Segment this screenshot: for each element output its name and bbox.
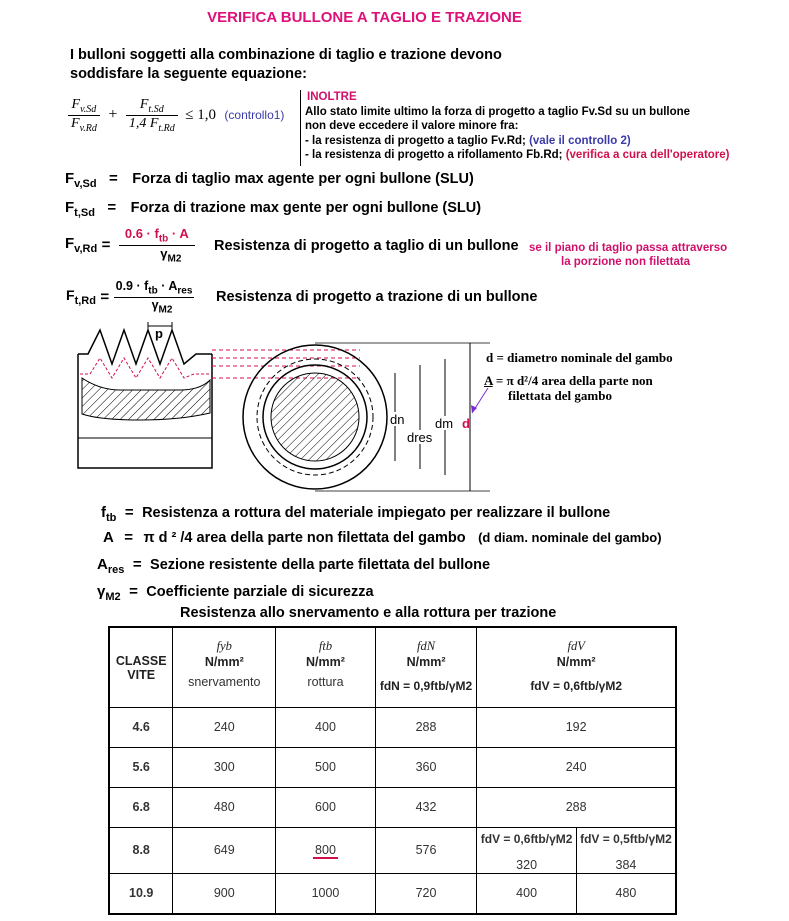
inoltre-line-3: - la resistenza di progetto a taglio Fv.Rd; (vale il controllo 2) (305, 134, 631, 147)
interaction-equation (68, 97, 284, 134)
table-row: 10.9 900 1000 720 400 480 (109, 873, 676, 914)
dn-label: dn (390, 412, 405, 427)
diagram-label-d: d = diametro nominale del gambo (486, 350, 673, 365)
table-caption: Resistenza allo snervamento e alla rottura per trazione (180, 605, 557, 621)
controllo1-note: (controllo1) (224, 108, 285, 123)
plus-sign: + (108, 106, 118, 124)
intro-line-1: I bulloni soggetti alla combinazione di taglio e trazione devono (70, 47, 502, 63)
fvrd-desc: Resistenza di progetto a taglio di un bullone (214, 238, 519, 254)
inoltre-line-1: Allo stato limite ultimo la forza di progetto a taglio Fv.Sd su un bullone (305, 105, 691, 118)
diagram-label-A: A = π d²/4 area della parte non filettata del gambo (484, 373, 653, 403)
table-row: 4.6 240 400 288 192 (109, 707, 676, 747)
inoltre-note (300, 90, 730, 166)
def-ftb: $f_{tb}$ = Resistenza a rottura del materiale impiegato per realizzare il bullone (101, 504, 611, 524)
ftrd-desc: Resistenza di progetto a trazione di un bullone (216, 289, 538, 305)
intro-text (70, 46, 502, 84)
inoltre-line-4: - la resistenza di progetto a rifollamento Fb.Rd; (verifica a cura dell'operatore) (305, 149, 730, 161)
bolt-side-view (78, 322, 212, 468)
page-title: VERIFICA BULLONE A TAGLIO E TRAZIONE (207, 9, 522, 26)
le-one: ≤ 1,0 (185, 106, 216, 123)
fraction-tension: $\frac{F_{t.Sd}}{1,4 F_{t.Rd}}$ (126, 97, 178, 134)
def-A: A = π d ² /4 area della parte non filettata del gambo (d diam. nominale del gambo) (103, 529, 662, 546)
header-fdv: fdV N/mm² fdV = 0,6ftb/γM2 (477, 627, 676, 707)
table-row: 6.8 480 600 432 288 (109, 787, 676, 827)
def-ftsd: $F_{t,Sd}$ = Forza di trazione max gente per ogni bullone (SLU) (65, 199, 482, 219)
def-Ares: $A_{res}$ = Sezione resistente della parte filettata del bullone (97, 556, 491, 576)
inoltre-heading: INOLTRE (307, 91, 357, 103)
header-fdn: fdN N/mm² fdN = 0,9ftb/γM2 (375, 627, 477, 707)
table-row: 5.6 300 500 360 240 (109, 747, 676, 787)
inoltre-line-2: non deve eccedere il valore minore fra: (305, 120, 519, 132)
highlight-800: 800 (315, 843, 336, 857)
header-classe: CLASSE VITE (109, 627, 173, 707)
pitch-label: p (155, 326, 163, 341)
dres-label: dres (407, 430, 433, 445)
intro-line-2: soddisfare la seguente equazione: (70, 66, 307, 82)
fvrd-note: se il piano di taglio passa attraverso la porzione non filettata (529, 242, 728, 268)
fraction-shear: $\frac{F_{v.Sd}}{F_{v.Rd}}$ (68, 97, 100, 134)
def-fvsd: $F_{v,Sd}$ = Forza di taglio max agente per ogni bullone (SLU) (65, 170, 474, 190)
bolt-diagram (60, 318, 500, 496)
d-label: d (462, 416, 470, 431)
def-gm2: $\gamma_{M2}$ = Coefficiente parziale di sicurezza (97, 583, 374, 603)
bolt-class-table (108, 626, 677, 915)
def-ftrd: $F_{t,Rd}$ = $0.9 \cdot f_{tb} \cdot A_{res}$ $\gamma_{M2}$ (66, 279, 193, 315)
header-fyb: fyb N/mm² snervamento (173, 627, 276, 707)
dm-label: dm (435, 416, 454, 431)
header-ftb: ftb N/mm² rottura (276, 627, 376, 707)
table-header-row (109, 627, 676, 707)
table-row: 8.8 649 800 576 fdV = 0,6ftb/γM2 320 fdV = 0,5ftb/γM2 384 (109, 827, 676, 873)
def-fvrd: $F_{v,Rd}$ = $0.6 \cdot f_{tb} \cdot A$ $\gamma_{M2}$ (65, 226, 195, 264)
